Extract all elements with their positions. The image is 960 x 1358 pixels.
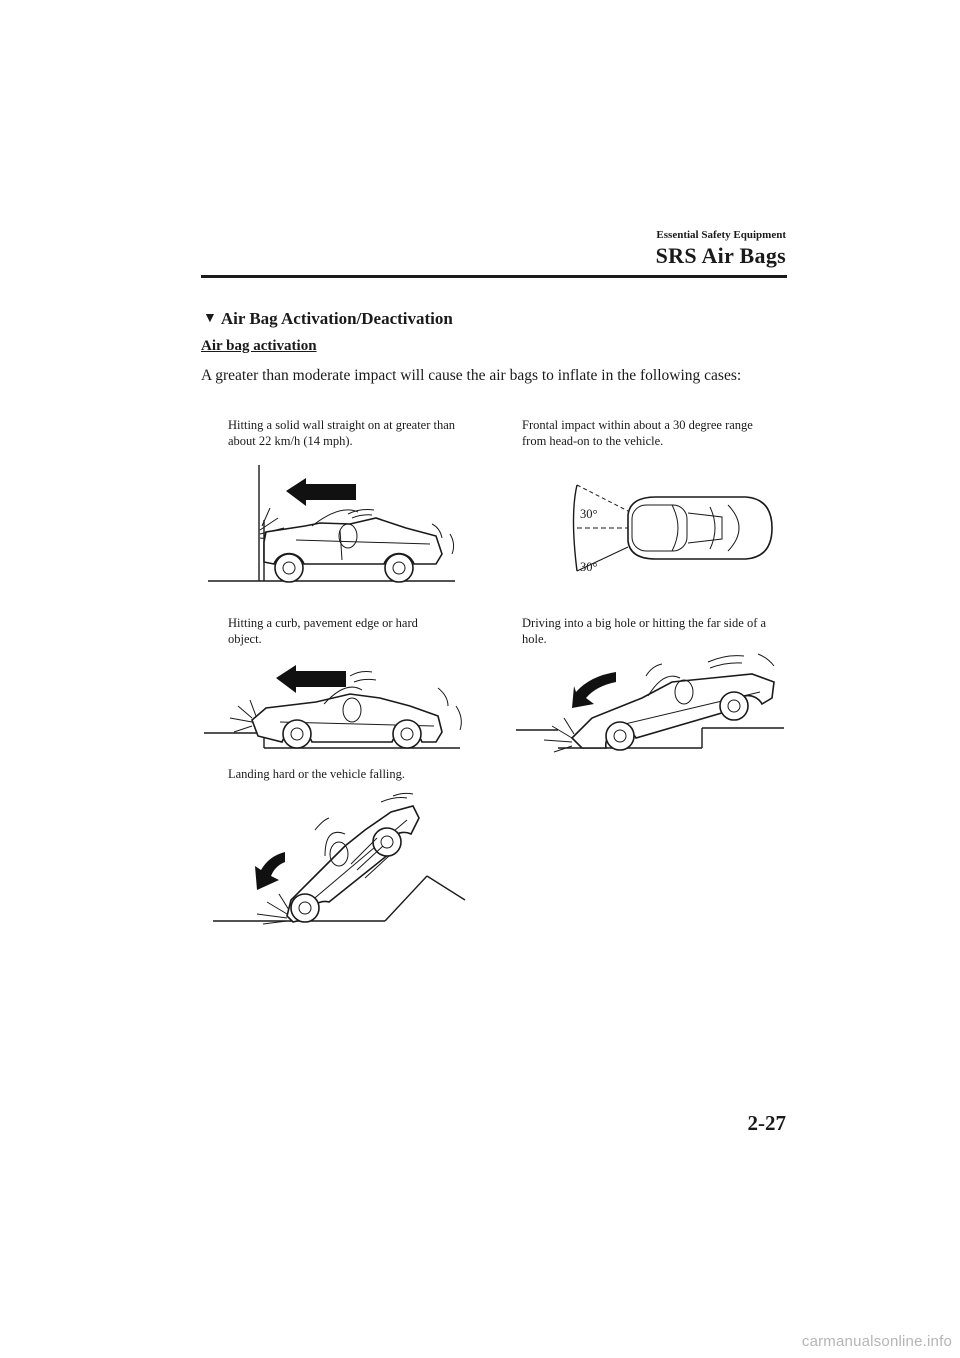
case-caption-frontal-angle: Frontal impact within about a 30 degree range from head-on to the vehicle. bbox=[522, 418, 753, 448]
triangle-marker-icon: ▼ bbox=[203, 311, 217, 326]
impact-burst-icon bbox=[257, 894, 289, 924]
case-caption-landing: Landing hard or the vehicle falling. bbox=[228, 767, 406, 781]
case-caption-curb: Hitting a curb, pavement edge or hard object. bbox=[228, 616, 418, 646]
landing-impact-illustration bbox=[205, 790, 470, 930]
case-caption-hole: Driving into a big hole or hitting the far side of a hole. bbox=[522, 616, 767, 646]
section-heading bbox=[203, 309, 453, 329]
hole-impact-illustration bbox=[512, 648, 792, 758]
frontal-angle-illustration bbox=[560, 475, 785, 595]
wall-impact-illustration bbox=[200, 460, 465, 590]
page-number: 2-27 bbox=[747, 1111, 786, 1135]
impact-arrow-icon bbox=[276, 665, 346, 693]
header-rule bbox=[201, 275, 787, 278]
impact-burst-icon bbox=[230, 700, 256, 732]
rear-wheel-icon bbox=[385, 554, 413, 582]
front-wheel-icon bbox=[275, 554, 303, 582]
subheading: Air bag activation bbox=[201, 338, 317, 354]
angle-label-bottom: 30° bbox=[580, 560, 598, 574]
watermark: carmanualsonline.info bbox=[801, 1333, 952, 1350]
chapter-title: SRS Air Bags bbox=[655, 243, 786, 268]
impact-burst-icon bbox=[544, 718, 574, 752]
section-label: Essential Safety Equipment bbox=[656, 229, 786, 241]
impact-arrow-icon bbox=[572, 672, 616, 708]
case-caption-wall: Hitting a solid wall straight on at greater than about 22 km/h (14 mph). bbox=[228, 418, 456, 448]
curb-impact-illustration bbox=[200, 658, 470, 758]
impact-arrow-icon bbox=[286, 478, 356, 506]
section-heading-text: Air Bag Activation/Deactivation bbox=[220, 309, 453, 328]
impact-arrow-icon bbox=[255, 852, 285, 890]
angle-label-top: 30° bbox=[580, 507, 598, 521]
intro-text: A greater than moderate impact will cause the air bags to inflate in the following cases: bbox=[201, 367, 742, 384]
